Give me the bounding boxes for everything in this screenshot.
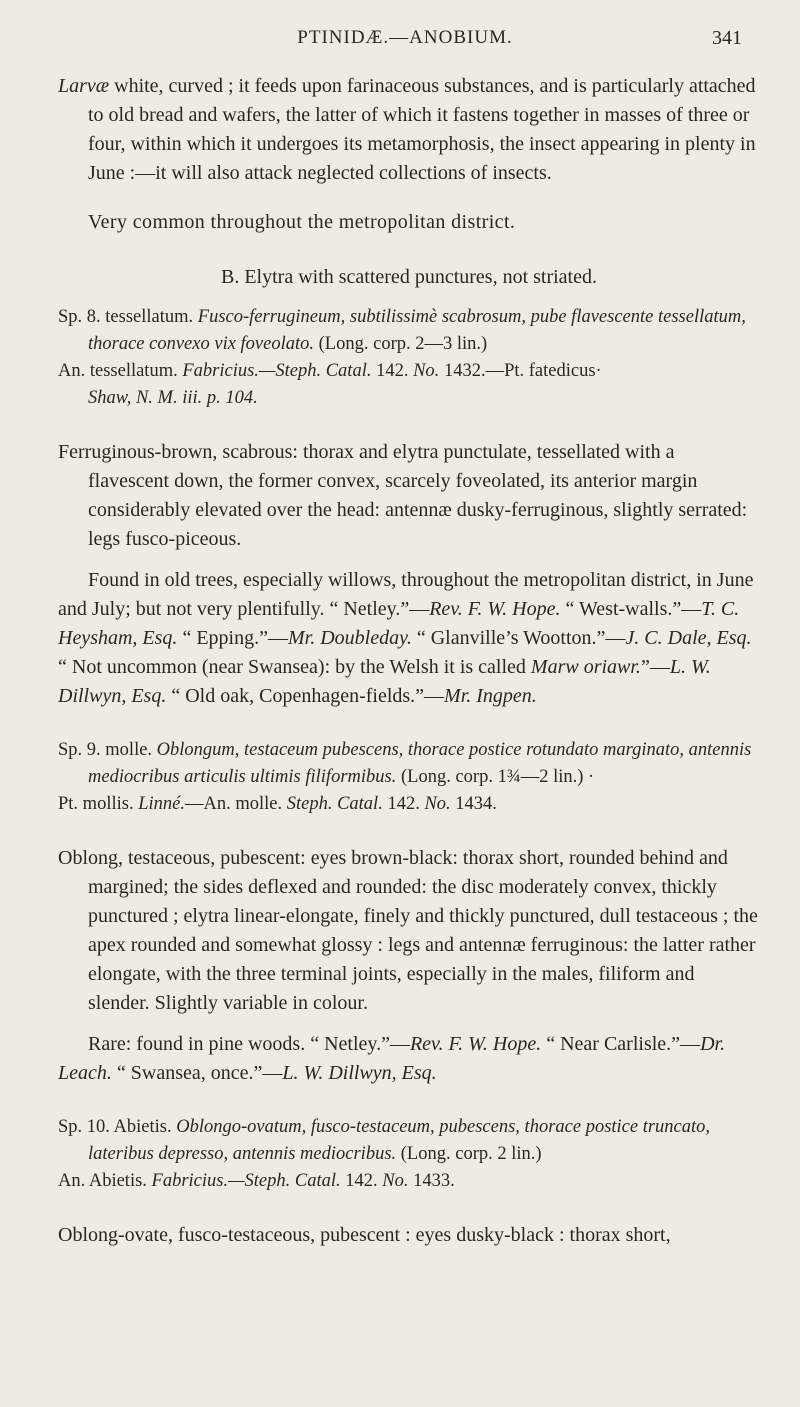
species-9-synonymy (58, 791, 760, 818)
species-10-syn-no: No. (382, 1171, 409, 1191)
habitat-text: “ Swansea, once.”— (111, 1062, 283, 1084)
habitat-text: “ Glanville’s Wootton.”— (411, 627, 626, 649)
larva-text: white, curved ; it feeds upon farinaceous substances, and is particularly attached to old bread and wafers, the latter of which it fastens together in masses of three or four, within which it undergoes its metamorphosis, the insect appearing in plenty in June :—it will also attack neglected collections of insects. (88, 75, 756, 184)
page-body (58, 72, 760, 1250)
species-9-syn-author: Linné. (138, 794, 185, 814)
habitat-text: “ Epping.”— (177, 627, 288, 649)
species-8-diagnosis (58, 304, 760, 358)
species-10-label: Sp. 10. Abietis. (58, 1117, 172, 1137)
section-b-heading: B. Elytra with scattered punctures, not striated. (220, 266, 597, 288)
species-8-syn-label: An. tessellatum. (58, 361, 178, 381)
species-8-latin: Fusco-ferrugineum, subtilissimè scabrosum, pube flavescente tessellatum, thorace convexo vix foveolato. (88, 307, 746, 354)
species-8-synonymy (58, 358, 760, 412)
species-8-syn-page: 142. (371, 361, 414, 381)
species-8-syn-no: No. (413, 361, 440, 381)
species-9-label: Sp. 9. molle. (58, 740, 153, 760)
species-10-syn-ref: Fabricius.—Steph. Catal. (151, 1171, 341, 1191)
species-9-syn-no: No. (424, 794, 451, 814)
species-10-syn-num: 1433. (408, 1171, 455, 1191)
collector-name: Mr. Ingpen. (444, 685, 537, 707)
collector-name: L. W. Dillwyn, Esq. (58, 656, 711, 707)
species-10-diagnosis (58, 1114, 760, 1168)
species-8-syn-num: 1432.—Pt. fatedicus· (439, 361, 602, 381)
species-9-syn-alt: —An. molle. (184, 794, 287, 814)
larva-lead: Larvæ (58, 75, 110, 97)
distribution-note: Very common throughout the metropolitan district. (88, 211, 516, 233)
species-8-description: Ferruginous-brown, scabrous: thorax and elytra punctulate, tessellated with a flavescent down, the former convex, scarcely foveolated, its anterior margin considerably elevated over the head: antennæ dusky-ferruginous, slightly serrated: legs fusco-piceous. (58, 441, 748, 550)
species-10-syn-page: 142. (340, 1171, 383, 1191)
species-10-description: Oblong-ovate, fusco-testaceous, pubescent : eyes dusky-black : thorax short, (58, 1224, 671, 1246)
habitat-text: ”— (640, 656, 670, 678)
collector-name: J. C. Dale, Esq. (625, 627, 752, 649)
species-10-synonymy (58, 1168, 760, 1195)
habitat-text: “ Old oak, Copenhagen-fields.”— (166, 685, 445, 707)
habitat-text: “ Near Carlisle.”— (541, 1033, 701, 1055)
larva-paragraph (58, 72, 760, 188)
collector-name: Rev. F. W. Hope. (409, 1033, 542, 1055)
species-10-measure: (Long. corp. 2 lin.) (396, 1144, 542, 1164)
species-9-habitat (58, 1030, 760, 1088)
species-8-syn-ref: Fabricius.—Steph. Catal. (182, 361, 372, 381)
collector-name: Rev. F. W. Hope. (429, 598, 561, 620)
species-8-syn-line2: Shaw, N. M. iii. p. 104. (88, 388, 258, 408)
species-9-diagnosis (58, 737, 760, 791)
habitat-text: “ West-walls.”— (560, 598, 702, 620)
species-9-description: Oblong, testaceous, pubescent: eyes brown-black: thorax short, rounded behind and margined; the sides deflexed and rounded: the disc moderately convex, thickly punctured ; elytra linear-elongate, finely and thickly punctured, dull testaceous ; the apex rounded and somewhat glossy : legs and antennæ ferruginous: the latter rather elongate, with the three terminal joints, especially in the males, filiform and slender. Slightly variable in colour. (58, 847, 758, 1014)
page-header (58, 27, 752, 53)
habitat-text: “ Not uncommon (near Swansea): by the Welsh it is called (58, 656, 531, 678)
habitat-text: Found in old trees, especially willows, throughout the metropolitan district, in June and July; but not very plentifully. “ Netley.”— (58, 569, 754, 620)
species-9-syn-num: 1434. (450, 794, 497, 814)
welsh-name: Marw oriawr. (530, 656, 641, 678)
collector-name: T. C. Heysham, Esq. (58, 598, 740, 649)
species-9-latin: Oblongum, testaceum pubescens, thorace postice rotundato marginato, antennis mediocribus articulis ultimis filiformibus. (88, 740, 752, 787)
species-8-label: Sp. 8. tessellatum. (58, 307, 194, 327)
species-8-measure: (Long. corp. 2—3 lin.) (314, 334, 488, 354)
page-number: 341 (712, 27, 742, 49)
species-9-syn-label: Pt. mollis. (58, 794, 134, 814)
habitat-text: Rare: found in pine woods. “ Netley.”— (88, 1033, 410, 1055)
running-head: PTINIDÆ.—ANOBIUM. (297, 27, 513, 48)
collector-name: Dr. Leach. (58, 1033, 726, 1084)
species-10-latin: Oblongo-ovatum, fusco-testaceum, pubescens, thorace postice truncato, lateribus depresso, antennis mediocribus. (88, 1117, 711, 1164)
species-10-syn-label: An. Abietis. (58, 1171, 147, 1191)
species-8-habitat (58, 566, 760, 711)
species-9-measure: (Long. corp. 1¾—2 lin.) · (396, 767, 595, 787)
collector-name: Mr. Doubleday. (287, 627, 412, 649)
collector-name: L. W. Dillwyn, Esq. (282, 1062, 437, 1084)
species-9-syn-ref: Steph. Catal. (286, 794, 383, 814)
species-9-syn-page: 142. (382, 794, 425, 814)
